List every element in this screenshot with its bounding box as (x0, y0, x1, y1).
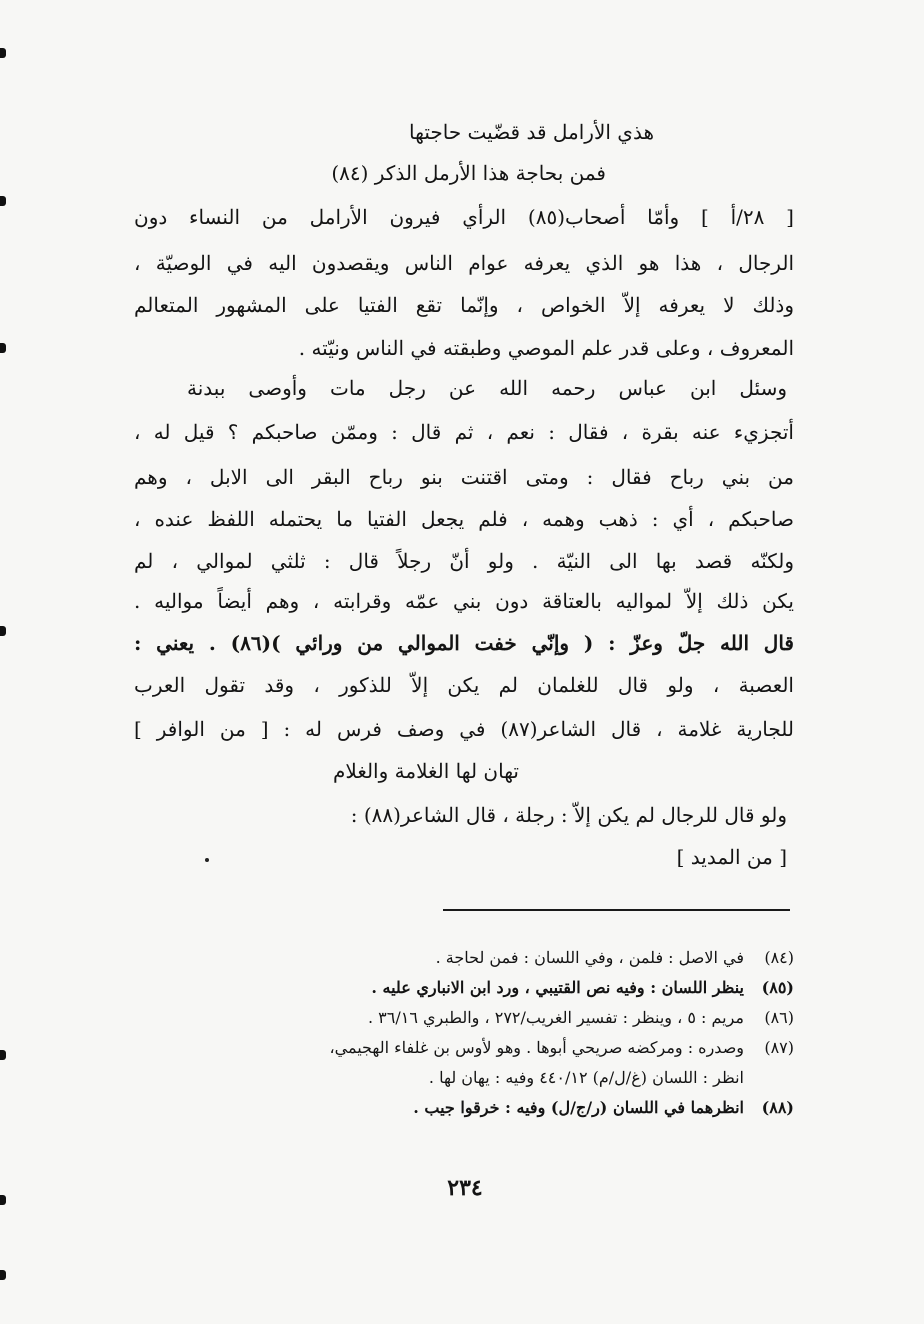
footnote-text: مريم : ٥ ، وينظر : تفسير الغريب/٢٧٢ ، والطبري ٣٦/١٦ . (368, 1008, 744, 1027)
body-line-8: صاحبكم ، أي : ذهب وهمه ، فلم يجعل الفتيا ما يحتمله اللفظ عنده ، (134, 507, 794, 531)
body-line-13: للجارية غلامة ، قال الشاعر(٨٧) في وصف فرس له : [ من الوافر ] (134, 717, 794, 741)
edge-mark (0, 196, 6, 206)
body-line-11-quran: قال الله جلّ وعزّ : ( وإنّي خفت الموالي من ورائي )(٨٦) . يعني : (134, 631, 794, 655)
body-line-12: العصبة ، ولو قال للغلمان لم يكن إلاّ للذكور ، وقد تقول العرب (134, 673, 794, 697)
body-line-3: وذلك لا يعرفه إلاّ الخواص ، وإنّما تقع الفتيا على المشهور المتعالم (134, 293, 794, 317)
body-line-7: من بني رباح فقال : ومتى اقتنت بنو رباح البقر الى الابل ، وهم (134, 465, 794, 489)
body-line-5: وسئل ابن عباس رحمه الله عن رجل مات وأوصى ببدنة (187, 376, 787, 400)
footnote-number: (٨٥) (761, 978, 794, 997)
body-line-14: ولو قال للرجال لم يكن إلاّ : رجلة ، قال الشاعر(٨٨) : (350, 803, 787, 827)
footnote-number: (٨٧) (764, 1038, 794, 1057)
footnote-text: انظرهما في اللسان (ر/ج/ل) وفيه : خرقوا جيب . (413, 1098, 744, 1117)
edge-mark (0, 1270, 6, 1280)
footnote-number: (٨٨) (761, 1098, 794, 1117)
footnote-84 (124, 946, 794, 970)
footnote-87 (124, 1036, 794, 1060)
poem-line-2: فمن بحاجة هذا الأرمل الذكر (٨٤) (331, 161, 606, 185)
body-line-1: [ ٢٨/أ ] وأمّا أصحاب(٨٥) الرأي فيرون الأرامل من النساء دون (134, 205, 794, 229)
body-line-6: أتجزيء عنه بقرة ، فقال : نعم ، ثم قال : وممّن صاحبكم ؟ قيل له ، (134, 420, 794, 444)
verse-line: تهان لها الغلامة والغلام (333, 759, 519, 783)
edge-mark (0, 1050, 6, 1060)
meter-label: [ من المديد ] (676, 845, 787, 869)
edge-mark (0, 343, 6, 353)
body-line-9: ولكنّه قصد بها الى النيّة . ولو أنّ رجلاً قال : ثلثي لموالي ، لم (134, 549, 794, 573)
footnote-86 (124, 1006, 794, 1030)
footnote-number: (٨٤) (764, 948, 794, 967)
footnote-text: وصدره : ومركضه صريحي أبوها . وهو لأوس بن غلفاء الهجيمي، (329, 1038, 744, 1057)
body-line-10: يكن ذلك إلاّ لمواليه بالعتاقة دون بني عمّه وقرابته ، وهم أيضاً مواليه . (134, 589, 794, 613)
poem-line-1: هذي الأرامل قد قضّيت حاجتها (409, 120, 654, 144)
footnote-85 (124, 976, 794, 1000)
footnote-text: ينظر اللسان : وفيه نص القتيبي ، ورد ابن الانباري عليه . (371, 978, 744, 997)
page-number: ٢٣٤ (447, 1175, 483, 1201)
ink-dot (205, 858, 209, 862)
footnote-number: (٨٦) (764, 1008, 794, 1027)
footnote-divider (443, 909, 790, 911)
footnote-88 (124, 1096, 794, 1120)
footnote-text: في الاصل : فلمن ، وفي اللسان : فمن لحاجة . (435, 948, 744, 967)
body-line-4: المعروف ، وعلى قدر علم الموصي وطبقته في الناس ونيّته . (298, 336, 794, 360)
footnote-87-continuation: انظر : اللسان (غ/ل/م) ٤٤٠/١٢ وفيه : يهان لها . (428, 1068, 744, 1087)
body-line-2: الرجال ، هذا هو الذي يعرفه عوام الناس ويقصدون اليه في الوصيّة ، (134, 251, 794, 275)
edge-mark (0, 626, 6, 636)
edge-mark (0, 48, 6, 58)
edge-mark (0, 1195, 6, 1205)
